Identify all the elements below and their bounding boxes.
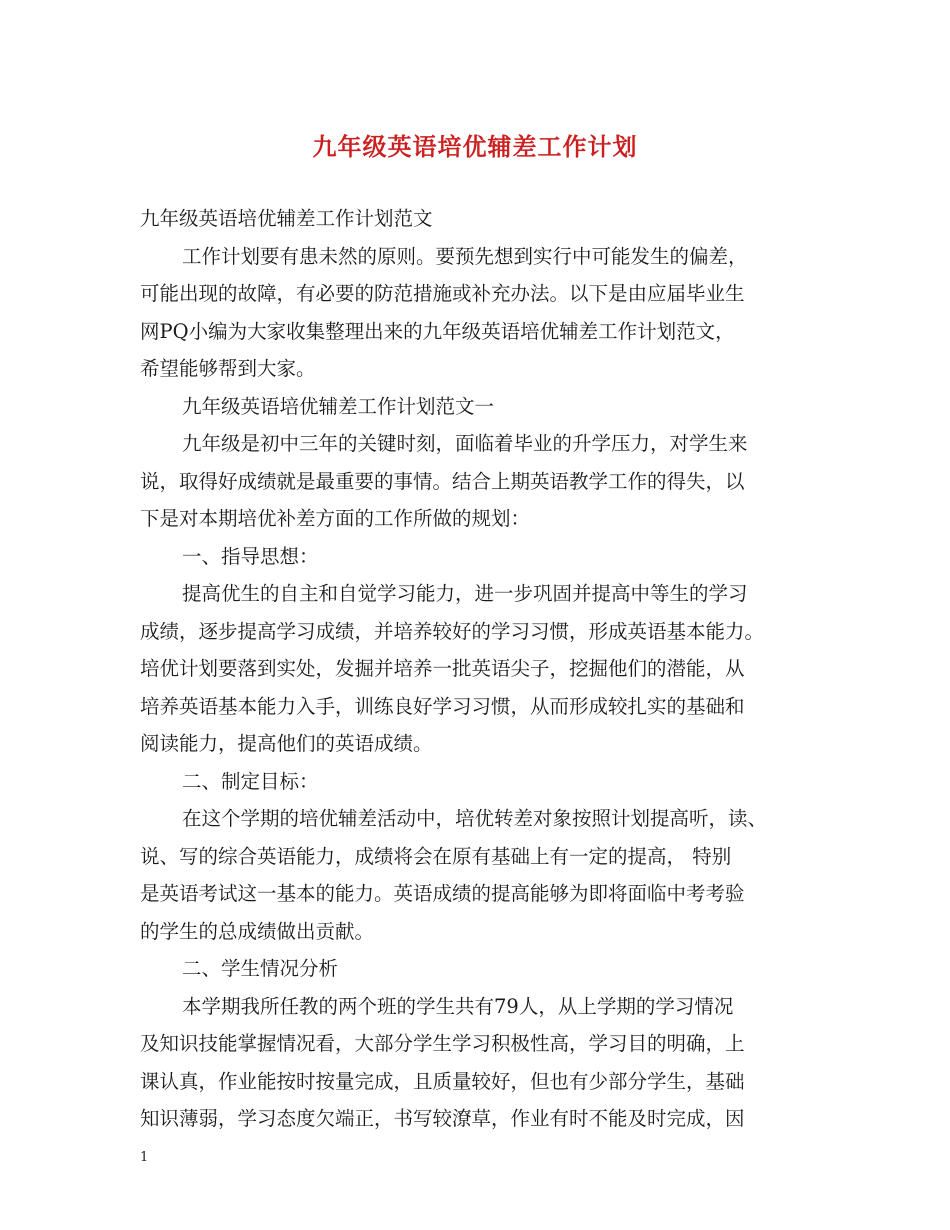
- paragraph-line: 的学生的总成绩做出贡献。: [140, 919, 375, 943]
- paragraph-line: 在这个学期的培优辅差活动中，培优转差对象按照计划提高听，读、: [182, 807, 768, 830]
- paragraph-line: 本学期我所任教的两个班的学生共有79人，从上学期的学习情况: [182, 994, 734, 1018]
- section-heading: 一、指导思想：: [182, 544, 319, 568]
- paragraph-line: 阅读能力，提高他们的英语成绩。: [140, 732, 433, 755]
- section-heading: 二、制定目标：: [182, 769, 319, 793]
- paragraph-line: 下是对本期培优补差方面的工作所做的规划：: [140, 507, 531, 530]
- subtitle-line: 九年级英语培优辅差工作计划范文: [140, 207, 433, 230]
- paragraph-line: 培优计划要落到实处，发掘并培养一批英语尖子，挖掘他们的潜能，从: [140, 657, 745, 680]
- document-body: [140, 200, 820, 1138]
- paragraph-line: 提高优生的自主和自觉学习能力，进一步巩固并提高中等生的学习: [182, 582, 748, 605]
- paragraph-line: 工作计划要有患未然的原则。要预先想到实行中可能发生的偏差，: [182, 244, 748, 268]
- document-title: 九年级英语培优辅差工作计划: [312, 132, 638, 161]
- paragraph-line: 是英语考试这一基本的能力。英语成绩的提高能够为即将面临中考考验: [140, 882, 745, 905]
- paragraph-line: 成绩，逐步提高学习成绩，并培养较好的学习习惯，形成英语基本能力。: [140, 619, 765, 643]
- paragraph-line: 知识薄弱，学习态度欠端正，书写较潦草，作业有时不能及时完成，因: [140, 1107, 745, 1130]
- paragraph-line: 九年级是初中三年的关键时刻，面临着毕业的升学压力，对学生来: [182, 432, 748, 455]
- paragraph-line: 及知识技能掌握情况看，大部分学生学习积极性高，学习目的明确，上: [140, 1032, 745, 1055]
- section-heading: 九年级英语培优辅差工作计划范文一: [182, 394, 495, 418]
- paragraph-line: 培养英语基本能力入手，训练良好学习习惯，从而形成较扎实的基础和: [140, 694, 745, 718]
- page-number: 1: [140, 1150, 149, 1165]
- paragraph-line: 说，取得好成绩就是最重要的事情。结合上期英语教学工作的得失，以: [140, 469, 745, 493]
- paragraph-line: 希望能够帮到大家。: [140, 357, 316, 380]
- paragraph-line: 说、写的综合英语能力，成绩将会在原有基础上有一定的提高， 特别: [140, 844, 732, 868]
- paragraph-line: 网PQ小编为大家收集整理出来的九年级英语培优辅差工作计划范文，: [140, 319, 735, 343]
- paragraph-line: 课认真，作业能按时按量完成，且质量较好，但也有少部分学生，基础: [140, 1069, 745, 1093]
- paragraph-line: 可能出现的故障，有必要的防范措施或补充办法。以下是由应届毕业生: [140, 282, 745, 305]
- section-heading: 二、学生情况分析: [182, 957, 339, 980]
